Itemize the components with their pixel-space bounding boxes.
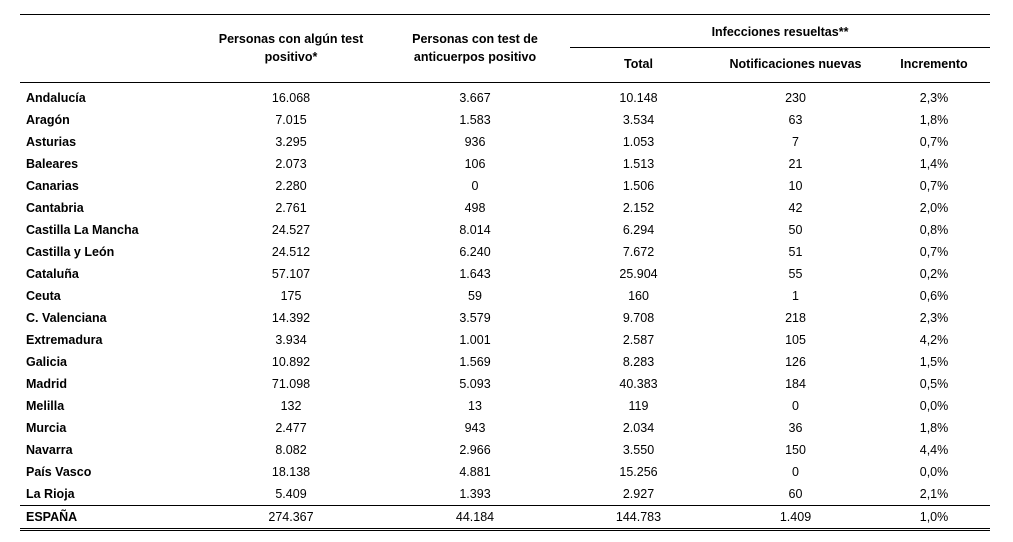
header-total: Total — [564, 48, 713, 82]
new-notifications-cell: 1 — [792, 288, 799, 303]
increase-cell: 2,3% — [919, 90, 949, 105]
antibodies-cell: 498 — [464, 200, 486, 215]
table-row — [20, 82, 990, 109]
positive-cell: 16.068 — [271, 90, 311, 105]
new-notifications-cell: 51 — [788, 244, 803, 259]
positive-cell: 8.082 — [275, 442, 307, 457]
increase-cell: 4,2% — [919, 332, 949, 347]
increase-cell: 0,2% — [919, 266, 949, 281]
new-notifications-cell: 21 — [788, 156, 803, 171]
new-notifications-cell: 42 — [788, 200, 803, 215]
positive-cell: 57.107 — [271, 266, 311, 281]
region-cell: Andalucía — [26, 90, 86, 105]
total-cell: 7.672 — [622, 244, 655, 259]
antibodies-cell: 106 — [464, 156, 486, 171]
increase-cell: 0,6% — [919, 288, 949, 303]
table-row — [20, 153, 990, 175]
antibodies-cell: 59 — [468, 288, 482, 303]
region-cell: Aragón — [26, 112, 70, 127]
antibodies-cell: 936 — [464, 134, 486, 149]
positive-cell: 2.477 — [275, 420, 307, 435]
region-cell: Cataluña — [26, 266, 79, 281]
table-row — [20, 307, 990, 329]
antibodies-cell: 6.240 — [459, 244, 491, 259]
header-new-notifications: Notificaciones nuevas — [713, 48, 878, 82]
antibodies-cell: 4.881 — [459, 464, 491, 479]
antibodies-cell: 8.014 — [459, 222, 491, 237]
positive-cell: 18.138 — [271, 464, 311, 479]
totals-new: 1.409 — [713, 505, 878, 529]
positive-cell: 2.280 — [275, 178, 307, 193]
new-notifications-cell: 105 — [785, 332, 806, 347]
total-cell: 3.534 — [622, 112, 655, 127]
region-cell: Extremadura — [26, 332, 103, 347]
antibodies-cell: 0 — [471, 178, 479, 193]
increase-cell: 0,0% — [919, 464, 949, 479]
new-notifications-cell: 55 — [788, 266, 803, 281]
total-cell: 2.927 — [622, 486, 655, 501]
total-cell: 119 — [628, 398, 649, 413]
header-increase: Incremento — [878, 48, 990, 82]
header-positive-test: Personas con algún test positivo* — [196, 15, 386, 83]
new-notifications-cell: 36 — [788, 420, 803, 435]
region-cell: Melilla — [26, 398, 65, 413]
total-cell: 2.152 — [622, 200, 655, 215]
table-row — [20, 329, 990, 351]
new-notifications-cell: 150 — [785, 442, 806, 457]
total-cell: 9.708 — [622, 310, 655, 325]
total-cell: 1.053 — [622, 134, 655, 149]
antibodies-cell: 5.093 — [459, 376, 491, 391]
region-cell: Cantabria — [26, 200, 84, 215]
totals-region: ESPAÑA — [20, 505, 196, 529]
increase-cell: 2,3% — [919, 310, 949, 325]
region-cell: Castilla y León — [26, 244, 115, 259]
total-cell: 1.513 — [622, 156, 655, 171]
positive-cell: 2.073 — [275, 156, 307, 171]
region-cell: Murcia — [26, 420, 67, 435]
positive-cell: 3.295 — [275, 134, 307, 149]
region-cell: Baleares — [26, 156, 79, 171]
region-cell: Canarias — [26, 178, 79, 193]
increase-cell: 2,0% — [919, 200, 949, 215]
total-cell: 25.904 — [619, 266, 658, 281]
increase-cell: 4,4% — [919, 442, 949, 457]
new-notifications-cell: 218 — [785, 310, 806, 325]
new-notifications-cell: 0 — [792, 464, 799, 479]
total-cell: 2.034 — [622, 420, 655, 435]
header-region-blank — [20, 15, 196, 83]
totals-row — [20, 505, 990, 529]
increase-cell: 0,5% — [919, 376, 949, 391]
table-row — [20, 285, 990, 307]
antibodies-cell: 943 — [464, 420, 486, 435]
total-cell: 6.294 — [622, 222, 655, 237]
table-row — [20, 439, 990, 461]
new-notifications-cell: 230 — [785, 90, 806, 105]
region-cell: Castilla La Mancha — [26, 222, 139, 237]
antibodies-cell: 1.583 — [459, 112, 491, 127]
table-row — [20, 109, 990, 131]
antibodies-cell: 2.966 — [459, 442, 491, 457]
total-cell: 15.256 — [619, 464, 658, 479]
table-row — [20, 461, 990, 483]
total-cell: 8.283 — [622, 354, 655, 369]
region-cell: Ceuta — [26, 288, 61, 303]
table-row — [20, 395, 990, 417]
new-notifications-cell: 63 — [788, 112, 803, 127]
new-notifications-cell: 126 — [785, 354, 806, 369]
positive-cell: 24.527 — [271, 222, 311, 237]
table-row — [20, 373, 990, 395]
total-cell: 160 — [628, 288, 649, 303]
positive-cell: 132 — [280, 398, 302, 413]
totals-total: 144.783 — [564, 505, 713, 529]
increase-cell: 1,5% — [919, 354, 949, 369]
table-footer — [20, 505, 990, 529]
total-cell: 3.550 — [622, 442, 655, 457]
region-cell: Galicia — [26, 354, 67, 369]
antibodies-cell: 3.579 — [459, 310, 491, 325]
increase-cell: 2,1% — [919, 486, 949, 501]
table-row — [20, 175, 990, 197]
region-cell: C. Valenciana — [26, 310, 107, 325]
new-notifications-cell: 184 — [785, 376, 806, 391]
totals-increase: 1,0% — [878, 505, 990, 529]
antibodies-cell: 1.643 — [459, 266, 491, 281]
increase-cell: 0,7% — [919, 134, 949, 149]
table-row — [20, 219, 990, 241]
antibodies-cell: 1.001 — [459, 332, 491, 347]
positive-cell: 7.015 — [275, 112, 307, 127]
table-header — [20, 15, 990, 83]
increase-cell: 1,4% — [919, 156, 949, 171]
increase-cell: 1,8% — [919, 112, 949, 127]
covid-regional-table — [20, 14, 990, 531]
table-row — [20, 417, 990, 439]
header-resolved-group — [564, 15, 990, 49]
increase-cell: 1,8% — [919, 420, 949, 435]
region-cell: Asturias — [26, 134, 77, 149]
header-resolved-group-label: Infecciones resueltas** — [570, 23, 990, 48]
increase-cell: 0,7% — [919, 244, 949, 259]
totals-antibodies: 44.184 — [386, 505, 564, 529]
table-row — [20, 483, 990, 506]
region-cell: Navarra — [26, 442, 73, 457]
header-antibody-test: Personas con test de anticuerpos positivo — [386, 15, 564, 83]
positive-cell: 2.761 — [275, 200, 307, 215]
antibodies-cell: 3.667 — [459, 90, 491, 105]
new-notifications-cell: 0 — [792, 398, 799, 413]
increase-cell: 0,8% — [919, 222, 949, 237]
region-cell: La Rioja — [26, 486, 75, 501]
positive-cell: 24.512 — [271, 244, 311, 259]
table-row — [20, 241, 990, 263]
antibodies-cell: 1.393 — [459, 486, 491, 501]
positive-cell: 14.392 — [271, 310, 311, 325]
new-notifications-cell: 60 — [788, 486, 803, 501]
positive-cell: 10.892 — [271, 354, 311, 369]
increase-cell: 0,7% — [919, 178, 949, 193]
total-cell: 10.148 — [619, 90, 658, 105]
positive-cell: 3.934 — [275, 332, 307, 347]
positive-cell: 71.098 — [271, 376, 311, 391]
positive-cell: 5.409 — [275, 486, 307, 501]
totals-positive: 274.367 — [196, 505, 386, 529]
region-cell: País Vasco — [26, 464, 92, 479]
table-row — [20, 351, 990, 373]
table-row — [20, 197, 990, 219]
positive-cell: 175 — [280, 288, 302, 303]
antibodies-cell: 1.569 — [459, 354, 491, 369]
table-row — [20, 263, 990, 285]
antibodies-cell: 13 — [468, 398, 482, 413]
total-cell: 2.587 — [622, 332, 655, 347]
total-cell: 40.383 — [619, 376, 658, 391]
new-notifications-cell: 50 — [788, 222, 803, 237]
table-body — [20, 82, 990, 505]
new-notifications-cell: 7 — [792, 134, 799, 149]
new-notifications-cell: 10 — [788, 178, 803, 193]
table-row — [20, 131, 990, 153]
region-cell: Madrid — [26, 376, 67, 391]
total-cell: 1.506 — [622, 178, 655, 193]
increase-cell: 0,0% — [919, 398, 949, 413]
